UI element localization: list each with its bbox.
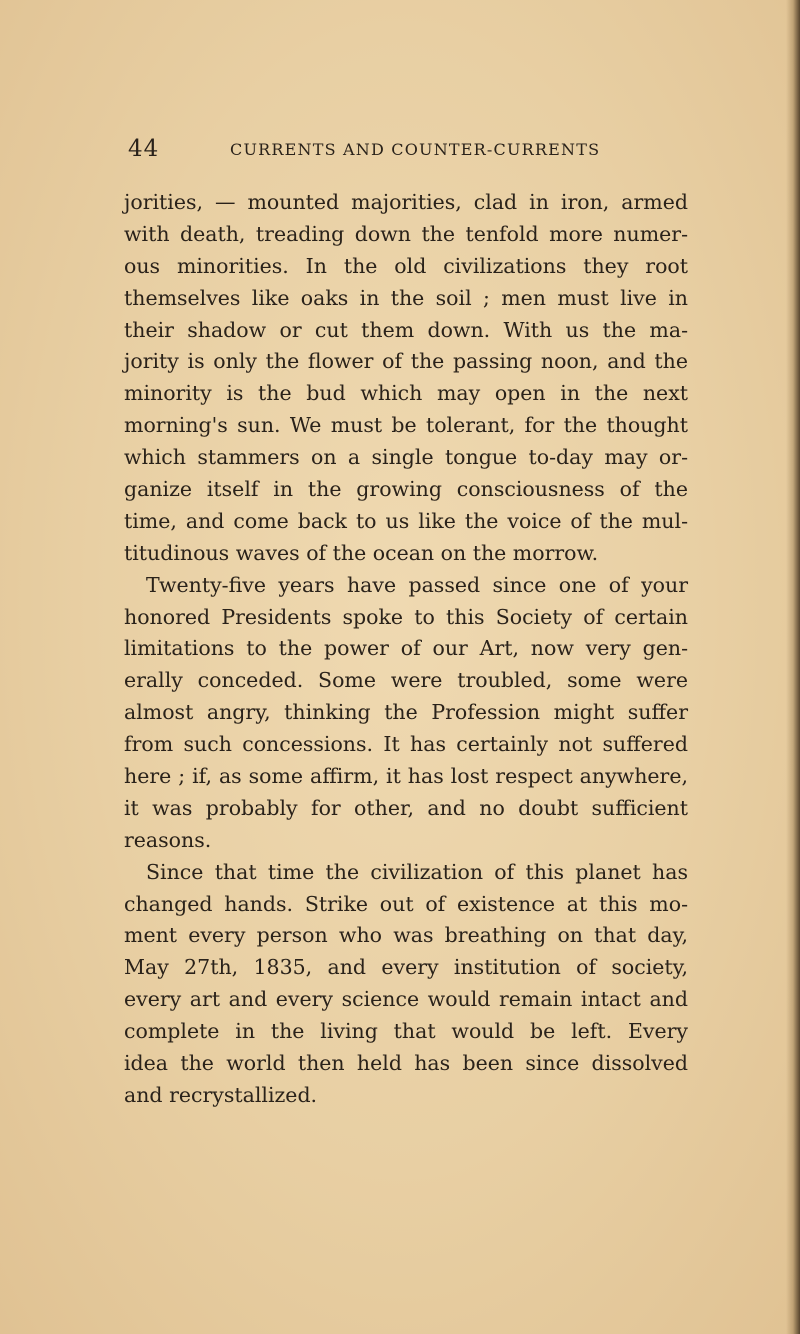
text-line: ganize itself in the growing consciousness of the	[124, 477, 688, 502]
text-line: idea the world then held has been since dissolved	[124, 1051, 688, 1076]
text-line: jority is only the flower of the passing noon, and the	[124, 349, 688, 374]
text-line: changed hands. Strike out of existence at this mo-	[124, 891, 688, 916]
text-line: from such concessions. It has certainly not suffered	[124, 732, 688, 757]
text-line: ous minorities. In the old civilizations they root	[124, 253, 688, 278]
text-line: time, and come back to us like the voice of the mul-	[124, 508, 688, 533]
text-line: ment every person who was breathing on that day,	[124, 923, 688, 948]
text-line: Twenty-five years have passed since one of your	[146, 572, 688, 597]
text-line: erally conceded. Some were troubled, some were	[124, 668, 688, 693]
text-line: and recrystallized.	[124, 1082, 318, 1107]
text-line: which stammers on a single tongue to-day may or-	[124, 445, 688, 470]
text-line: limitations to the power of our Art, now very gen-	[124, 636, 688, 661]
text-line: here ; if, as some affirm, it has lost respect anywhere,	[124, 764, 688, 789]
running-head	[128, 136, 668, 166]
running-title: CURRENTS AND COUNTER-CURRENTS	[230, 140, 601, 159]
page-number: 44	[128, 136, 160, 162]
text-line: reasons.	[124, 827, 212, 852]
text-line: honored Presidents spoke to this Society of certain	[124, 604, 688, 629]
text-line: themselves like oaks in the soil ; men must live in	[124, 285, 688, 310]
text-line: it was probably for other, and no doubt sufficient	[124, 795, 688, 820]
text-line: Since that time the civilization of this planet has	[146, 859, 688, 884]
text-line: May 27th, 1835, and every institution of society,	[124, 955, 688, 980]
text-line: complete in the living that would be left. Every	[124, 1019, 688, 1044]
text-line: their shadow or cut them down. With us the ma-	[124, 317, 688, 342]
text-line: every art and every science would remain intact and	[124, 987, 688, 1012]
text-line: jorities, — mounted majorities, clad in iron, armed	[124, 190, 688, 214]
text-line: morning's sun. We must be tolerant, for the thought	[124, 413, 688, 438]
text-line: with death, treading down the tenfold more numer-	[124, 221, 688, 246]
text-line: almost angry, thinking the Profession might suffer	[124, 700, 688, 725]
text-line: minority is the bud which may open in the next	[124, 381, 688, 406]
page-edge-shadow	[786, 0, 800, 1334]
body-text	[124, 187, 688, 1112]
text-line: titudinous waves of the ocean on the morrow.	[124, 540, 599, 565]
